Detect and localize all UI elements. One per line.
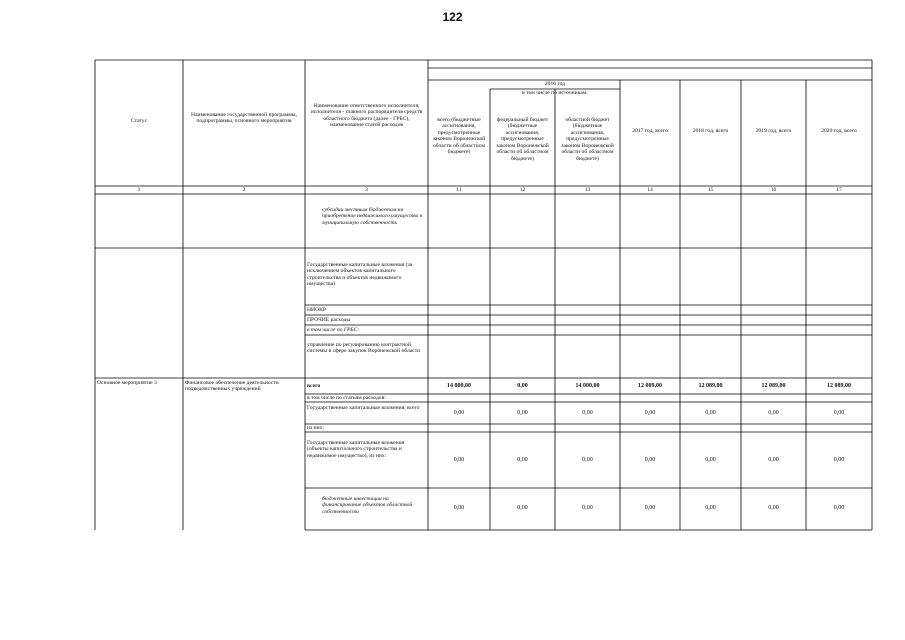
header-by-sources: в том числе по источникам: [522, 90, 588, 96]
row-incl-items: в том числе по статьям расходов: [307, 395, 386, 401]
column-number: 11 [456, 187, 462, 193]
gov-cap-objects-value: 0,00 [705, 457, 716, 463]
gov-cap-objects-value: 0,00 [833, 457, 845, 463]
main-status: Основное мероприятие 3 [97, 380, 157, 386]
total-value: 14 000,00 [575, 383, 600, 389]
row-gov-cap-total: Государственные капитальные вложения, всего [307, 405, 420, 411]
total-value: 12 089,00 [638, 383, 662, 389]
main-name: Финансовое обеспечение деятельности подведомственных учреждений [185, 380, 279, 393]
budget-investments-value: 0,00 [644, 505, 656, 511]
gov-cap-objects-value: 0,00 [517, 457, 528, 463]
gov-cap-total-value: 0,00 [644, 410, 656, 416]
header-2018: 2018 год, всего [692, 128, 729, 134]
gov-cap-objects-value: 0,00 [768, 457, 779, 463]
total-value: 12 089,00 [698, 383, 723, 389]
gov-cap-objects-value: 0,00 [453, 457, 465, 463]
gov-cap-total-value: 0,00 [517, 410, 528, 416]
column-number: 13 [584, 187, 591, 193]
gov-cap-total-value: 0,00 [705, 410, 716, 416]
header-year-2016: 2016 год [544, 81, 566, 87]
gov-cap-total-value: 0,00 [768, 410, 779, 416]
row-other-expenses: ПРОЧИЕ расходы [307, 317, 351, 323]
row-total-label: всего [307, 383, 321, 389]
gov-cap-total-value: 0,00 [453, 410, 465, 416]
budget-investments-value: 0,00 [705, 505, 716, 511]
row-incl-grbs: в том числе по ГРБС: [307, 327, 360, 333]
column-number: 2 [242, 187, 246, 193]
gov-cap-objects-value: 0,00 [644, 457, 656, 463]
total-value: 14 000,00 [447, 383, 471, 389]
budget-investments-value: 0,00 [768, 505, 779, 511]
gov-cap-total-value: 0,00 [833, 410, 845, 416]
row-procurement-dept: управление по регулированию контрактной системы в сфере закупок Воронежской области [307, 342, 421, 355]
header-status: Статус [130, 118, 148, 124]
gov-cap-objects-value: 0,00 [582, 457, 593, 463]
total-value: 0,00 [517, 383, 528, 389]
budget-investments-value: 0,00 [517, 505, 528, 511]
header-executor-name: Наименование ответственного исполнителя, исполнителя - главного распорядителя средств областного бюджета (далее - ГРБС), наименование статей расходов [310, 103, 423, 129]
column-number: 12 [519, 187, 526, 193]
column-number: 3 [365, 187, 368, 193]
header-federal-2016: федеральный бюджет (бюджетные ассигнования, предусмотренные законом Воронежской области об областном бюджете) [496, 117, 549, 162]
header-2019: 2019 год, всего [755, 128, 792, 134]
row-capital-investments-excl: Государственные капитальные вложения (за исключением объектов капитального строительства и объектов недвижимого имущества) [307, 262, 413, 288]
column-number: 15 [707, 187, 714, 193]
budget-investments-value: 0,00 [453, 505, 465, 511]
row-subsidies: субсидии местным бюджетам на приобретение недвижимого имущества в муниципальную собственность [322, 207, 423, 226]
row-budget-investments: бюджетные инвестиции на финансирование объектов областной собственности [322, 496, 413, 515]
page-number: 122 [442, 10, 463, 24]
column-number: 17 [836, 187, 842, 193]
total-value: 12 089,00 [827, 383, 851, 389]
column-number: 16 [770, 187, 777, 193]
header-program-name: Наименование государственной программы, подпрограммы, основного мероприятия [191, 112, 297, 125]
header-2017: 2017 год, всего [632, 128, 668, 134]
row-gov-cap-objects: Государственные капитальные вложения (объекты капитального строительства и недвижимое имущество), из них: [307, 440, 405, 459]
column-number: 1 [137, 187, 141, 193]
budget-investments-value: 0,00 [582, 505, 593, 511]
total-value: 12 089,00 [761, 383, 786, 389]
gov-cap-total-value: 0,00 [582, 410, 593, 416]
row-of-them: из них: [307, 425, 324, 431]
header-total-2016: всего (бюджетные ассигнования, предусмотренные законом Воронежской области об областном бюджете) [432, 117, 486, 156]
row-niokr: НИОКР [307, 307, 326, 313]
header-regional-2016: областной бюджет (бюджетные ассигнования, предусмотренные законом Воронежской области об областном бюджете) [561, 117, 614, 162]
header-2020: 2020 год, всего [821, 128, 857, 134]
budget-investments-value: 0,00 [833, 505, 845, 511]
column-number: 14 [647, 187, 653, 193]
